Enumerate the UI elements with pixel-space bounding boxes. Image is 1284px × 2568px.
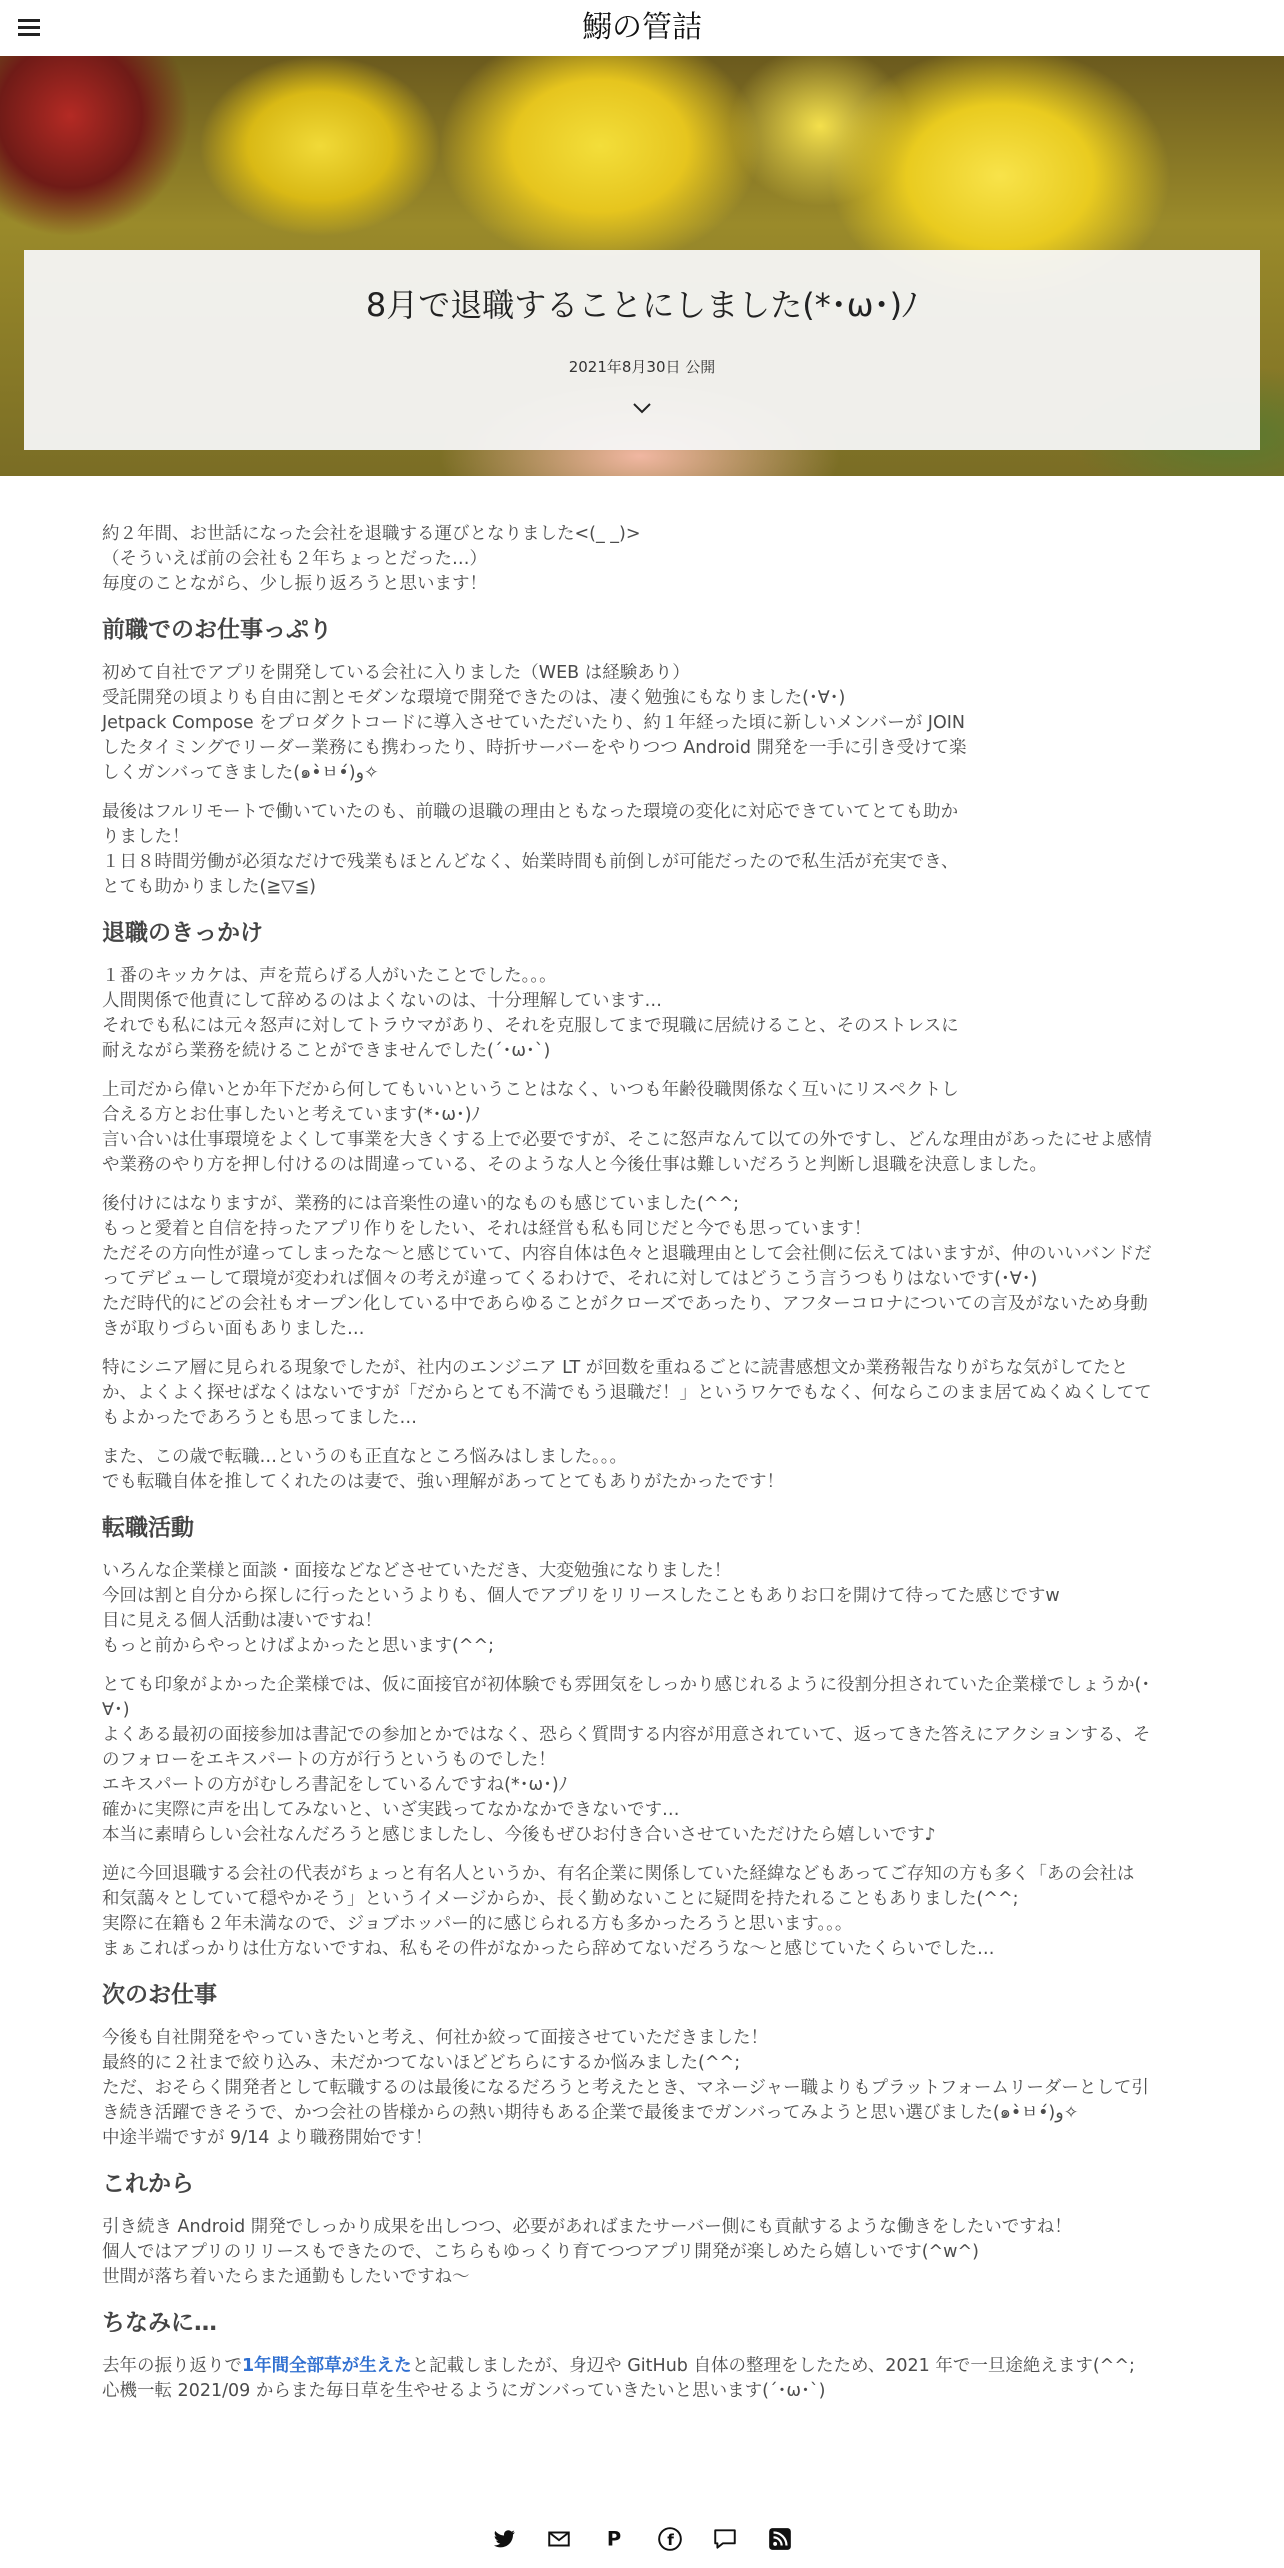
text-line: まぁこればっかりは仕方ないですね、私もその件がなかったら辞めてないだろうな〜と感じていたくらいでした… [102,1939,995,1959]
mail-icon[interactable] [546,2526,572,2552]
text-segment: と記載しましたが、身辺や GitHub 自体の整理をしたため、2021 年で一旦途絶えます(^^; [411,2356,1135,2376]
text-line: 約２年間、お世話になった会社を退職する運びとなりました<(_ _)> [102,524,641,544]
section-heading: これから [102,2171,194,2197]
text-line: 心機一転 2021/09 からまた毎日草を生やせるようにガンバっていきたいと思います(´･ω･`) [102,2381,826,2401]
text-line: 引き続き Android 開発でしっかり成果を出しつつ、必要があればまたサーバー側にも貢献するような働きをしたいですね！ [102,2217,1072,2237]
text-line: 上司だから偉いとか年下だから何してもいいということはなく、いつも年齢役職関係なく互いにリスペクトし [102,1080,959,1100]
chevron-down-icon[interactable] [632,399,652,418]
text-line: のフォローをエキスパートの方が行うというものでした！ [102,1750,556,1770]
hamburger-menu-icon[interactable] [18,15,40,41]
text-line: したタイミングでリーダー業務にも携わったり、時折サーバーをやりつつ Android 開発を一手に引き受けて楽 [102,738,967,758]
paragraph [102,1445,1182,1495]
text-line: 耐えながら業務を続けることができませんでした(´･ω･`) [102,1041,551,1061]
top-bar [0,0,1284,56]
text-line: き続き活躍できそうで、かつ会社の皆様からの熱い期待もある企業で最後までガンバってみようと思い選びました(๑•̀ㅂ•́)و✧ [102,2103,1079,2123]
text-line: 逆に今回退職する会社の代表がちょっと有名人というか、有名企業に関係していた経緯などもあってご存知の方も多く「あの会社は [102,1864,1135,1884]
text-line: か、よくよく探せばなくはないですが「だからとても不満でもう退職だ！」というワケでもなく、何ならこのまま居てぬくぬくしてて [102,1383,1152,1403]
text-line: ただその方向性が違ってしまったな〜と感じていて、内容自体は色々と退職理由として会社側に伝えてはいますが、仲のいいバンドだ [102,1244,1152,1264]
facebook-icon[interactable] [657,2526,683,2552]
text-line: しくガンバってきました(๑•̀ㅂ•́)و✧ [102,763,379,783]
post-title: 8月で退職することにしました(*･ω･)ﾉ [365,286,919,324]
text-line: 特にシニア層に見られる現象でしたが、社内のエンジニア LT が回数を重ねるごとに読書感想文か業務報告なりがちな気がしてたと [102,1358,1129,1378]
text-line: 最終的に２社まで絞り込み、未だかつてないほどどちらにするか悩みました(^^; [102,2053,741,2073]
text-line: 人間関係で他責にして辞めるのはよくないのは、十分理解しています… [102,991,662,1011]
paragraph [102,1559,1182,1659]
text-line: それでも私には元々怒声に対してトラウマがあり、それを克服してまで現職に居続けること、そのストレスに [102,1016,959,1036]
section-heading: 次のお仕事 [102,1982,217,2008]
text-line: りました！ [102,827,190,847]
paragraph [102,1862,1182,1962]
paragraph [102,1673,1182,1848]
paragraph [102,964,1182,1064]
text-line: 最後はフルリモートで働いていたのも、前職の退職の理由ともなった環境の変化に対応できていてとても助か [102,802,959,822]
section-heading: 転職活動 [102,1515,194,1541]
section-heading: 前職でのお仕事っぷり [102,617,332,643]
paragraph [102,2354,1182,2404]
intro-paragraph [102,522,1182,597]
paragraph [102,2026,1182,2151]
text-line: きが取りづらい面もありました… [102,1319,365,1339]
paragraph [102,1356,1182,1431]
text-line: いろんな企業様と面談・面接などなどさせていただき、大変勉強になりました！ [102,1561,732,1581]
text-line: 中途半端ですが 9/14 より職務開始です！ [102,2128,433,2148]
text-line: エキスパートの方がむしろ書記をしているんですね(*･ω･)ﾉ [102,1775,568,1795]
paragraph [102,1078,1182,1178]
text-line: 本当に素晴らしい会社なんだろうと感じましたし、今後もぜひお付き合いさせていただけたら嬉しいです♪ [102,1825,936,1845]
text-line: 今後も自社開発をやっていきたいと考え、何社か絞って面接させていただきました！ [102,2028,769,2048]
text-line: ってデビューして環境が変われば個々の考えが違ってくるわけで、それに対してはどうこう言うつもりはないです(･∀･) [102,1269,1038,1289]
text-line: ∀･) [102,1700,130,1720]
footer-share-icons [0,2526,1284,2552]
text-line: （そういえば前の会社も２年ちょっとだった…） [102,549,487,569]
text-line [102,2354,1182,2379]
twitter-icon[interactable] [491,2526,517,2552]
text-line: また、この歳で転職…というのも正直なところ悩みはしました。。。 [102,1447,627,1467]
text-line: もっと愛着と自信を持ったアプリ作りをしたい、それは経営も私も同じだと今でも思っています！ [102,1219,872,1239]
text-line: とても助かりました(≧▽≦) [102,877,316,897]
text-line: 和気藹々としていて穏やかそう」というイメージからか、長く勤めないことに疑問を持たれることもありました(^^; [102,1889,1019,1909]
paragraph [102,661,1182,786]
text-line: 言い合いは仕事環境をよくして事業を大きくする上で必要ですが、そこに怒声なんて以ての外ですし、どんな理由があったにせよ感情 [102,1130,1152,1150]
article-body [102,522,1182,2418]
text-line: 確かに実際に声を出してみないと、いざ実践ってなかなかできないです… [102,1800,680,1820]
text-line: や業務のやり方を押し付けるのは間違っている、そのような人と今後仕事は難しいだろうと判断し退職を決意しました。 [102,1155,1047,1175]
text-line: 後付けにはなりますが、業務的には音楽性の違い的なものも感じていました(^^; [102,1194,740,1214]
hero-banner [0,56,1284,476]
contribution-link[interactable]: 1年間全部草が生えた [242,2356,412,2376]
text-line: 初めて自社でアプリを開発している会社に入りました（WEB は経験あり） [102,663,690,683]
paragraph [102,2215,1182,2290]
text-line: １番のキッカケは、声を荒らげる人がいたことでした。。。 [102,966,557,986]
post-date: 2021年8月30日 公開 [568,358,716,376]
text-line: 目に見える個人活動は凄いですね！ [102,1611,382,1631]
text-line: 今回は割と自分から探しに行ったというよりも、個人でアプリをリリースしたこともありお口を開けて待ってた感じですw [102,1586,1060,1606]
rss-icon[interactable] [767,2526,793,2552]
paragraph [102,1192,1182,1342]
hero-title-panel [24,250,1260,450]
text-line: 合える方とお仕事したいと考えています(*･ω･)ﾉ [102,1105,481,1125]
text-line: とても印象がよかった企業様では、仮に面接官が初体験でも雰囲気をしっかり感じれるように役割分担されていた企業様でしょうか(･ [102,1675,1151,1695]
section-heading: 退職のきっかけ [102,920,263,946]
text-line: でも転職自体を推してくれたのは妻で、強い理解があってとてもありがたかったです！ [102,1472,784,1492]
text-line: 実際に在籍も２年未満なので、ジョブホッパー的に感じられる方も多かったろうと思います。。。 [102,1914,853,1934]
text-line: 受託開発の頃よりも自由に割とモダンな環境で開発できたのは、凄く勉強にもなりました(･∀･) [102,688,846,708]
pinterest-icon[interactable] [601,2526,627,2552]
text-line: ただ時代的にどの会社もオープン化している中であらゆることがクローズであったり、アフターコロナについての言及がないため身動 [102,1294,1148,1314]
comment-icon[interactable] [712,2526,738,2552]
text-line: Jetpack Compose をプロダクトコードに導入させていただいたり、約１年経った頃に新しいメンバーが JOIN [102,713,965,733]
text-segment: 去年の振り返りで [102,2356,242,2376]
paragraph [102,800,1182,900]
text-line: 毎度のことながら、少し振り返ろうと思います！ [102,574,487,594]
text-line: もっと前からやっとけばよかったと思います(^^; [102,1636,495,1656]
text-line: ただ、おそらく開発者として転職するのは最後になるだろうと考えたとき、マネージャー職よりもプラットフォームリーダーとして引 [102,2078,1149,2098]
text-line: 個人ではアプリのリリースもできたので、こちらもゆっくり育てつつアプリ開発が楽しめたら嬉しいです(^w^) [102,2242,979,2262]
text-line: １日８時間労働が必須なだけで残業もほとんどなく、始業時間も前倒しが可能だったので私生活が充実でき、 [102,852,959,872]
site-title[interactable]: 鰯の管詰 [582,10,702,45]
text-line: 世間が落ち着いたらまた通勤もしたいですね〜 [102,2267,470,2287]
text-line: もよかったであろうとも思ってました… [102,1408,417,1428]
section-heading: ちなみに… [102,2310,217,2336]
svg-text:f: f [666,2530,674,2549]
svg-text:P: P [607,2527,622,2551]
text-line: よくある最初の面接参加は書記での参加とかではなく、恐らく質問する内容が用意されていて、返ってきた答えにアクションする、そ [102,1725,1151,1745]
